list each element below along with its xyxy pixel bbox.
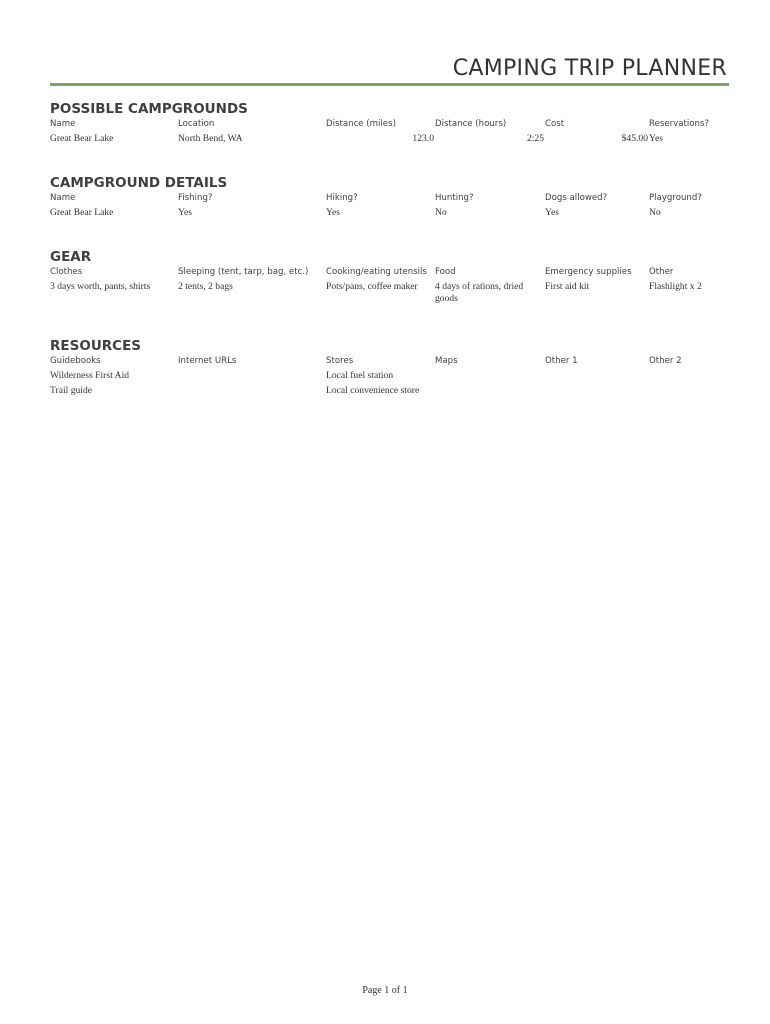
column-header: Location (178, 119, 215, 129)
cell-name: Great Bear Lake (50, 207, 114, 218)
cell-food: 4 days of rations, dried goods (435, 281, 524, 304)
column-header: Fishing? (178, 193, 213, 203)
column-header: Distance (hours) (435, 119, 507, 129)
column-header: Playground? (649, 193, 702, 203)
column-header: Emergency supplies (545, 267, 632, 277)
cell-guidebooks: Wilderness First Aid (50, 370, 130, 381)
column-header: Food (435, 267, 456, 277)
cell-hiking: Yes (326, 207, 340, 218)
column-header: Reservations? (649, 119, 710, 129)
column-header: Other (649, 267, 674, 277)
cell-stores: Local fuel station (326, 370, 394, 381)
column-header-row (50, 266, 729, 281)
cell-sleeping: 2 tents, 2 bags (178, 281, 233, 292)
cell-playground: No (649, 207, 661, 218)
column-header-row (50, 192, 729, 207)
column-header: Internet URLs (178, 356, 237, 366)
column-header: Guidebooks (50, 356, 101, 366)
column-header: Other 2 (649, 356, 682, 366)
gear-section (50, 248, 729, 307)
title-divider (50, 83, 729, 86)
column-header-row (50, 118, 729, 133)
column-header-row (50, 355, 729, 370)
cell-hunting: No (435, 207, 447, 218)
cell-clothes: 3 days worth, pants, shirts (50, 281, 151, 292)
column-header: Dogs allowed? (545, 193, 608, 203)
cell-cost: $45.00 (621, 133, 648, 144)
cell-dogs-allowed: Yes (545, 207, 559, 218)
column-header: Cost (545, 119, 565, 129)
table-row (50, 370, 729, 385)
column-header: Maps (435, 356, 458, 366)
column-header: Cooking/eating utensils (326, 267, 427, 277)
column-header: Name (50, 193, 76, 203)
cell-emergency-supplies: First aid kit (545, 281, 590, 292)
table-row (50, 207, 729, 222)
cell-cooking: Pots/pans, coffee maker (326, 281, 418, 292)
column-header: Hunting? (435, 193, 474, 203)
cell-distance-miles: 123.0 (412, 133, 434, 144)
page-number: Page 1 of 1 (362, 985, 408, 996)
table-row (50, 281, 729, 307)
column-header: Hiking? (326, 193, 358, 203)
cell-guidebooks: Trail guide (50, 385, 93, 396)
column-header: Stores (326, 356, 354, 366)
column-header: Name (50, 119, 76, 129)
cell-fishing: Yes (178, 207, 192, 218)
section-heading: CAMPGROUND DETAILS (50, 175, 228, 191)
cell-other: Flashlight x 2 (649, 281, 702, 292)
section-heading: POSSIBLE CAMPGROUNDS (50, 101, 248, 117)
section-heading: RESOURCES (50, 338, 142, 354)
column-header: Sleeping (tent, tarp, bag, etc.) (178, 267, 309, 277)
cell-name: Great Bear Lake (50, 133, 114, 144)
column-header: Distance (miles) (326, 119, 396, 129)
column-header: Other 1 (545, 356, 578, 366)
cell-distance-hours: 2:25 (526, 133, 544, 144)
column-header: Clothes (50, 267, 83, 277)
cell-location: North Bend, WA (178, 133, 243, 144)
table-row (50, 385, 729, 400)
page-title: CAMPING TRIP PLANNER (452, 56, 727, 81)
table-row (50, 133, 729, 148)
cell-stores: Local convenience store (326, 385, 420, 396)
resources-section (50, 337, 729, 400)
campground-details-section (50, 174, 729, 222)
cell-reservations: Yes (649, 133, 663, 144)
section-heading: GEAR (50, 249, 92, 265)
possible-campgrounds-section (50, 100, 729, 148)
